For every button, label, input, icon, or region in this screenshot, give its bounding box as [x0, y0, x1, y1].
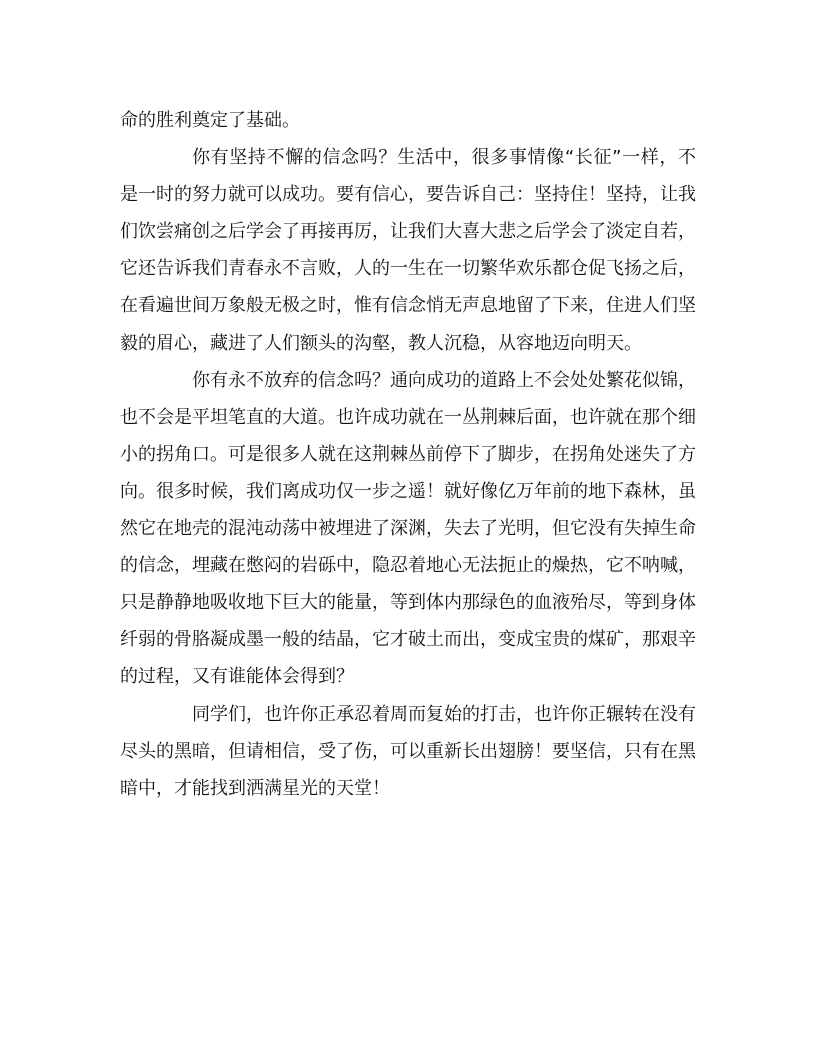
paragraph-perseverance: 你有坚持不懈的信念吗？生活中，很多事情像“长征”一样，不是一时的努力就可以成功。要有信心，要告诉自己：坚持住！坚持，让我们饮尝痛创之后学会了再接再厉，让我们大喜大悲之后学会了淡定自若，它还告诉我们青春永不言败，人的一生在一切繁华欢乐都仓促飞扬之后，在看遍世间万象般无极之时，惟有信念悄无声息地留了下来，住进人们坚毅的眉心，藏进了人们额头的沟壑，教人沉稳，从容地迈向明天。 — [120, 147, 696, 354]
paragraph-never-give-up: 你有永不放弃的信念吗？通向成功的道路上不会处处繁花似锦，也不会是平坦笔直的大道。也许成功就在一丛荆棘后面，也许就在那个细小的拐角口。可是很多人就在这荆棘丛前停下了脚步，在拐角处迷失了方向。很多时候，我们离成功仅一步之遥！就好像亿万年前的地下森林，虽然它在地壳的混沌动荡中被埋进了深渊，失去了光明，但它没有失掉生命的信念，埋藏在憋闷的岩砾中，隐忍着地心无法扼止的燥热，它不呐喊，只是静静地吸收地下巨大的能量，等到体内那绿色的血液殆尽，等到身体纤弱的骨胳凝成墨一般的结晶，它才破土而出，变成宝贵的煤矿，那艰辛的过程，又有谁能体会得到？ — [120, 369, 696, 688]
paragraph-continuation: 命的胜利奠定了基础。 — [120, 110, 300, 131]
paragraph-classmates: 同学们，也许你正承忍着周而复始的打击，也许你正辗转在没有尽头的黑暗，但请相信，受了伤，可以重新长出翅膀！要坚信，只有在黑暗中，才能找到洒满星光的天堂！ — [120, 703, 696, 799]
body-text — [120, 102, 696, 807]
